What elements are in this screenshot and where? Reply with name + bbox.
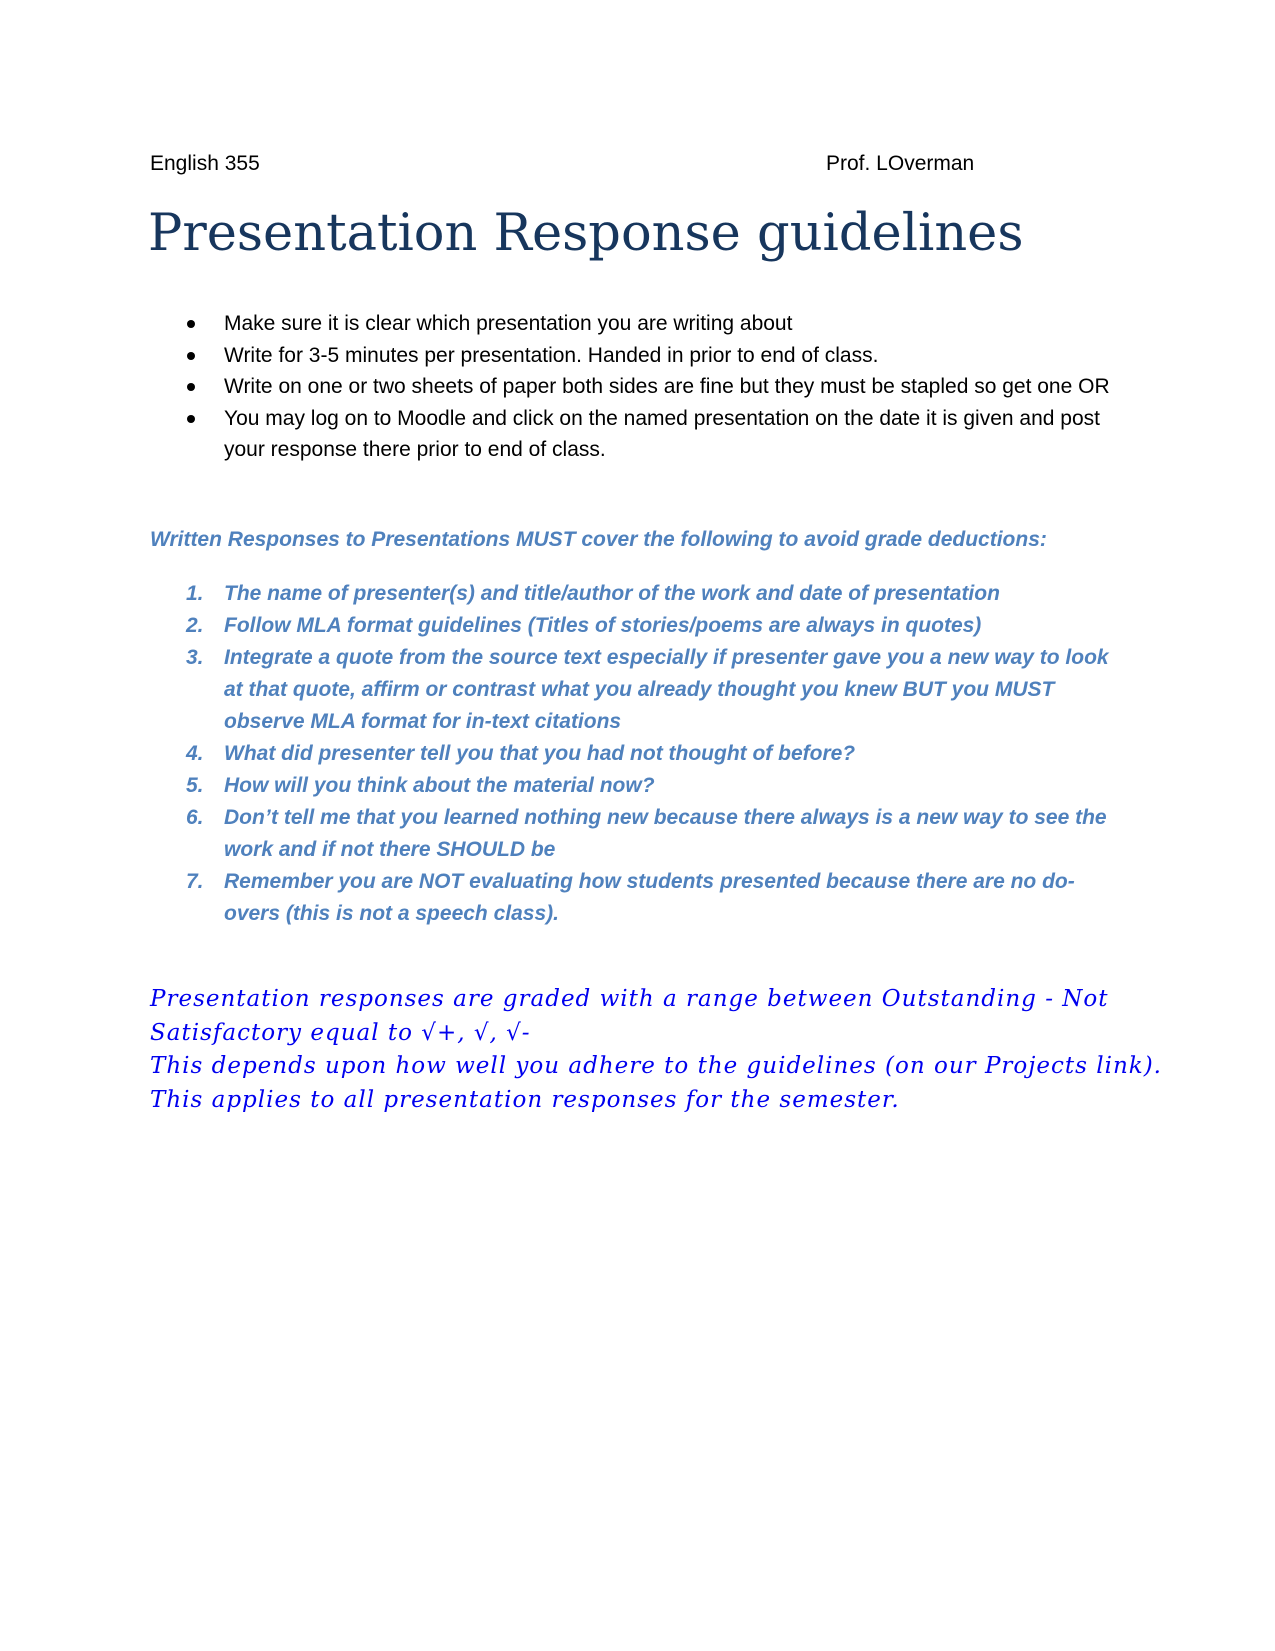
requirement-text: The name of presenter(s) and title/author of the work and date of presentation bbox=[224, 582, 1000, 605]
instructor-name: Prof. LOverman bbox=[826, 152, 975, 175]
requirement-text: Follow MLA format guidelines (Titles of stories/poems are always in quotes) bbox=[224, 614, 982, 637]
bullet-text: Write on one or two sheets of paper both sides are fine but they must be stapled so get one OR bbox=[224, 375, 1110, 398]
bullet-text: Make sure it is clear which presentation you are writing about bbox=[224, 312, 793, 335]
bullet-item bbox=[150, 340, 1110, 372]
bullet-item bbox=[150, 308, 1110, 340]
requirements-intro: Written Responses to Presentations MUST cover the following to avoid grade deductions: bbox=[150, 528, 1047, 551]
requirements-list bbox=[150, 578, 1110, 930]
requirement-number: 3. bbox=[186, 646, 204, 669]
requirement-item bbox=[150, 738, 1110, 770]
requirement-text: Remember you are NOT evaluating how students presented because there are no do-overs (this is not a speech class). bbox=[224, 870, 1075, 925]
bullet-icon bbox=[187, 320, 195, 328]
bullet-item bbox=[150, 371, 1110, 403]
bullet-icon bbox=[187, 352, 195, 360]
grading-note bbox=[150, 983, 1162, 1117]
requirement-item bbox=[150, 866, 1110, 930]
grading-line: This applies to all presentation responses for the semester. bbox=[150, 1086, 900, 1113]
requirement-text: Integrate a quote from the source text especially if presenter gave you a new way to look at that quote, affirm or contrast what you already thought you knew BUT you MUST observe MLA format for in-text citations bbox=[224, 646, 1109, 733]
course-name: English 355 bbox=[150, 152, 260, 175]
requirement-number: 6. bbox=[186, 806, 204, 829]
grading-line: Presentation responses are graded with a range between Outstanding - Not bbox=[150, 986, 1109, 1012]
requirement-item bbox=[150, 642, 1110, 738]
bullet-icon bbox=[187, 383, 195, 391]
guideline-bullet-list bbox=[150, 308, 1110, 466]
requirement-item bbox=[150, 802, 1110, 866]
requirement-number: 7. bbox=[186, 870, 204, 893]
grading-line: Satisfactory equal to √+, √, √- bbox=[150, 1019, 531, 1046]
page-title: Presentation Response guidelines bbox=[148, 204, 1024, 263]
bullet-text: Write for 3-5 minutes per presentation. Handed in prior to end of class. bbox=[224, 343, 879, 367]
requirement-text: What did presenter tell you that you had not thought of before? bbox=[224, 742, 856, 765]
requirement-text: How will you think about the material now? bbox=[224, 774, 655, 797]
bullet-item bbox=[150, 403, 1110, 466]
requirement-item bbox=[150, 770, 1110, 802]
bullet-icon bbox=[187, 415, 195, 423]
requirement-item bbox=[150, 578, 1110, 610]
requirement-number: 4. bbox=[186, 742, 204, 765]
grading-line: This depends upon how well you adhere to the guidelines (on our Projects link). bbox=[150, 1053, 1162, 1079]
requirement-number: 5. bbox=[186, 774, 204, 797]
requirement-number: 2. bbox=[186, 614, 204, 637]
requirement-text: Don’t tell me that you learned nothing new because there always is a new way to see the work and if not there SHOULD be bbox=[224, 806, 1107, 861]
requirement-number: 1. bbox=[186, 582, 204, 605]
requirement-item bbox=[150, 610, 1110, 642]
bullet-text: You may log on to Moodle and click on the named presentation on the date it is given and post your response there prior to end of class. bbox=[224, 406, 1100, 461]
